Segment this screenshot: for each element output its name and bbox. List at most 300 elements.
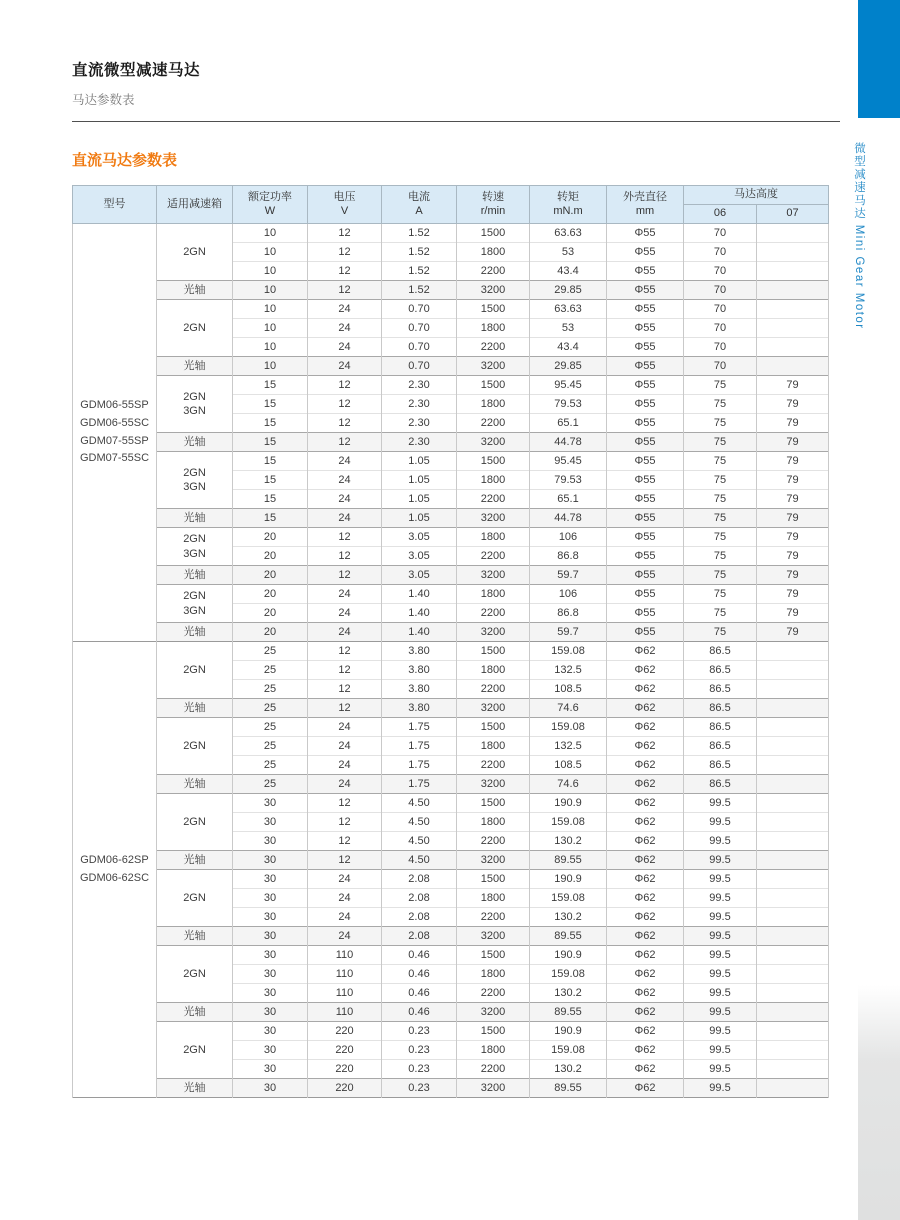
table-cell: 30 [233, 813, 308, 832]
table-cell: 86.5 [684, 642, 757, 661]
table-cell: 25 [233, 661, 308, 680]
table-row [73, 224, 829, 243]
table-cell: 220 [308, 1079, 382, 1098]
table-cell: 10 [233, 281, 308, 300]
table-row [73, 642, 829, 661]
table-cell: 130.2 [530, 1060, 607, 1079]
gearbox-cell: 2GN 3GN [157, 528, 233, 566]
table-cell: 86.5 [684, 775, 757, 794]
table-cell: 53 [530, 243, 607, 262]
table-cell: Φ55 [607, 243, 684, 262]
table-cell: 1800 [457, 528, 530, 547]
gearbox-cell: 光轴 [157, 1079, 233, 1098]
table-cell: Φ62 [607, 680, 684, 699]
table-cell: 24 [308, 357, 382, 376]
table-cell: 24 [308, 718, 382, 737]
table-cell: 70 [684, 338, 757, 357]
table-cell: 10 [233, 319, 308, 338]
table-cell: 75 [684, 547, 757, 566]
table-row [73, 376, 829, 395]
table-cell [757, 1079, 829, 1098]
table-cell: 24 [308, 319, 382, 338]
table-cell [757, 832, 829, 851]
table-cell [757, 300, 829, 319]
header-row-1 [73, 186, 829, 205]
table-cell: 110 [308, 965, 382, 984]
table-cell: 86.5 [684, 661, 757, 680]
table-cell: 190.9 [530, 870, 607, 889]
table-cell: 1.40 [382, 604, 457, 623]
table-cell: Φ55 [607, 623, 684, 642]
table-cell: 99.5 [684, 851, 757, 870]
table-cell: Φ55 [607, 433, 684, 452]
table-cell: 3200 [457, 1003, 530, 1022]
table-cell: 24 [308, 452, 382, 471]
table-cell: 25 [233, 642, 308, 661]
table-cell: 15 [233, 433, 308, 452]
table-cell: Φ55 [607, 471, 684, 490]
table-row [73, 300, 829, 319]
table-cell: Φ62 [607, 927, 684, 946]
table-cell: 79 [757, 528, 829, 547]
table-cell: 132.5 [530, 661, 607, 680]
table-cell: Φ62 [607, 661, 684, 680]
table-cell: 3200 [457, 509, 530, 528]
table-cell: 20 [233, 604, 308, 623]
gearbox-cell: 2GN [157, 300, 233, 357]
table-cell: Φ55 [607, 566, 684, 585]
table-cell [757, 889, 829, 908]
table-cell: Φ62 [607, 642, 684, 661]
table-cell: 70 [684, 224, 757, 243]
col-header-3: 转速 r/min [457, 186, 530, 224]
table-cell: 1500 [457, 1022, 530, 1041]
table-cell: 2200 [457, 680, 530, 699]
table-cell [757, 718, 829, 737]
table-cell [757, 794, 829, 813]
content-column [72, 0, 840, 1098]
table-cell: 75 [684, 604, 757, 623]
table-cell: 2200 [457, 832, 530, 851]
table-cell: Φ62 [607, 737, 684, 756]
table-cell: 1.52 [382, 243, 457, 262]
table-cell: 12 [308, 813, 382, 832]
table-cell: 75 [684, 452, 757, 471]
table-cell: 0.70 [382, 357, 457, 376]
table-cell: 12 [308, 661, 382, 680]
table-cell: 12 [308, 243, 382, 262]
table-cell: 75 [684, 585, 757, 604]
table-cell: 10 [233, 262, 308, 281]
table-cell: 12 [308, 528, 382, 547]
table-cell: 24 [308, 490, 382, 509]
table-row [73, 775, 829, 794]
table-cell: 89.55 [530, 927, 607, 946]
table-cell: 0.70 [382, 300, 457, 319]
table-cell: 1.05 [382, 509, 457, 528]
table-cell: 25 [233, 756, 308, 775]
table-cell: 86.5 [684, 680, 757, 699]
table-cell: 30 [233, 984, 308, 1003]
table-cell: 95.45 [530, 376, 607, 395]
table-cell: 30 [233, 927, 308, 946]
table-cell: 30 [233, 908, 308, 927]
table-cell: 1800 [457, 965, 530, 984]
table-cell: 24 [308, 870, 382, 889]
table-cell: 25 [233, 737, 308, 756]
table-cell: 53 [530, 319, 607, 338]
table-cell: 3.05 [382, 528, 457, 547]
table-cell: 12 [308, 414, 382, 433]
gearbox-cell: 2GN [157, 718, 233, 775]
table-cell: 106 [530, 585, 607, 604]
gearbox-cell: 光轴 [157, 775, 233, 794]
table-cell: Φ55 [607, 281, 684, 300]
table-body [73, 224, 829, 1098]
table-cell: 3200 [457, 566, 530, 585]
table-cell: 190.9 [530, 1022, 607, 1041]
table-cell: Φ55 [607, 604, 684, 623]
table-cell: 1800 [457, 737, 530, 756]
table-cell: 1.40 [382, 585, 457, 604]
table-cell: 24 [308, 737, 382, 756]
table-cell: 4.50 [382, 794, 457, 813]
table-cell: 220 [308, 1060, 382, 1079]
table-cell: 24 [308, 338, 382, 357]
table-cell: 1800 [457, 1041, 530, 1060]
table-cell: 12 [308, 566, 382, 585]
table-cell: 79.53 [530, 395, 607, 414]
table-cell: 30 [233, 965, 308, 984]
table-cell: 86.8 [530, 547, 607, 566]
table-cell: 29.85 [530, 357, 607, 376]
table-cell: 99.5 [684, 813, 757, 832]
table-row [73, 699, 829, 718]
table-cell: 130.2 [530, 832, 607, 851]
table-cell: 25 [233, 718, 308, 737]
table-cell: 86.8 [530, 604, 607, 623]
table-cell: 89.55 [530, 851, 607, 870]
table-cell [757, 680, 829, 699]
table-cell: 1.40 [382, 623, 457, 642]
table-cell: Φ55 [607, 414, 684, 433]
table-cell: Φ62 [607, 889, 684, 908]
table-cell: 4.50 [382, 832, 457, 851]
table-cell: 99.5 [684, 889, 757, 908]
table-cell: 1800 [457, 471, 530, 490]
table-cell: 0.70 [382, 338, 457, 357]
table-cell: 2.30 [382, 376, 457, 395]
table-cell: 10 [233, 224, 308, 243]
table-cell: 79.53 [530, 471, 607, 490]
table-cell: 12 [308, 224, 382, 243]
table-cell: Φ55 [607, 585, 684, 604]
gearbox-cell: 光轴 [157, 281, 233, 300]
table-cell: 86.5 [684, 756, 757, 775]
table-row [73, 585, 829, 604]
table-cell: 30 [233, 832, 308, 851]
table-cell: 99.5 [684, 794, 757, 813]
gearbox-cell: 2GN [157, 642, 233, 699]
col-header-gearbox: 适用减速箱 [157, 186, 233, 224]
table-cell: 44.78 [530, 433, 607, 452]
table-cell: 24 [308, 509, 382, 528]
table-cell: 1500 [457, 452, 530, 471]
table-cell: 4.50 [382, 813, 457, 832]
table-cell: 99.5 [684, 1003, 757, 1022]
table-cell: 12 [308, 376, 382, 395]
table-cell: 12 [308, 395, 382, 414]
table-cell: 24 [308, 908, 382, 927]
table-cell: 63.63 [530, 300, 607, 319]
table-cell: 2.08 [382, 889, 457, 908]
table-cell: 65.1 [530, 490, 607, 509]
table-row [73, 718, 829, 737]
table-row [73, 357, 829, 376]
side-label-cn: 微型减速马达 [853, 142, 865, 220]
table-cell: 25 [233, 699, 308, 718]
table-cell: 99.5 [684, 984, 757, 1003]
table-cell: 63.63 [530, 224, 607, 243]
table-cell: 75 [684, 376, 757, 395]
table-cell: Φ55 [607, 338, 684, 357]
table-cell: 2.08 [382, 927, 457, 946]
table-cell: 3.05 [382, 547, 457, 566]
gearbox-cell: 光轴 [157, 433, 233, 452]
table-cell: 79 [757, 604, 829, 623]
table-cell [757, 965, 829, 984]
table-cell: 2.30 [382, 433, 457, 452]
table-cell: 24 [308, 775, 382, 794]
table-row [73, 1003, 829, 1022]
section-heading: 直流马达参数表 [72, 152, 178, 169]
table-cell: 79 [757, 547, 829, 566]
table-row [73, 794, 829, 813]
gearbox-cell: 光轴 [157, 566, 233, 585]
table-cell: 159.08 [530, 965, 607, 984]
table-cell: 25 [233, 775, 308, 794]
table-cell: 159.08 [530, 718, 607, 737]
header-divider [72, 121, 840, 122]
table-cell: 1800 [457, 243, 530, 262]
table-cell: 99.5 [684, 1022, 757, 1041]
table-cell: 0.46 [382, 1003, 457, 1022]
table-cell: Φ55 [607, 376, 684, 395]
table-cell [757, 1022, 829, 1041]
table-cell: 110 [308, 1003, 382, 1022]
table-cell: 43.4 [530, 338, 607, 357]
table-cell: Φ62 [607, 794, 684, 813]
table-cell: 1.75 [382, 775, 457, 794]
table-cell: 1.75 [382, 737, 457, 756]
table-cell: 1.05 [382, 471, 457, 490]
table-cell: 10 [233, 357, 308, 376]
gearbox-cell: 光轴 [157, 623, 233, 642]
table-cell [757, 946, 829, 965]
table-cell: 1800 [457, 661, 530, 680]
table-cell: Φ55 [607, 319, 684, 338]
table-cell: 3200 [457, 1079, 530, 1098]
table-cell: 30 [233, 1079, 308, 1098]
table-cell: 3.80 [382, 642, 457, 661]
gearbox-cell: 2GN [157, 946, 233, 1003]
table-cell: 12 [308, 433, 382, 452]
table-cell: Φ55 [607, 300, 684, 319]
table-cell: 99.5 [684, 1041, 757, 1060]
table-cell: 1500 [457, 376, 530, 395]
table-cell: 1500 [457, 642, 530, 661]
table-cell [757, 319, 829, 338]
table-cell: 3.05 [382, 566, 457, 585]
side-tab-block [858, 0, 900, 118]
table-cell: 30 [233, 1060, 308, 1079]
table-cell: 110 [308, 946, 382, 965]
table-cell: Φ62 [607, 756, 684, 775]
table-cell: 30 [233, 870, 308, 889]
table-cell: 15 [233, 395, 308, 414]
table-cell [757, 1060, 829, 1079]
table-cell: 0.23 [382, 1022, 457, 1041]
table-row [73, 433, 829, 452]
table-cell: 24 [308, 585, 382, 604]
table-cell: 24 [308, 889, 382, 908]
table-cell: 3200 [457, 927, 530, 946]
table-cell: 2.30 [382, 395, 457, 414]
table-cell: 75 [684, 490, 757, 509]
table-cell: Φ62 [607, 832, 684, 851]
table-cell: Φ55 [607, 395, 684, 414]
table-cell: 2200 [457, 338, 530, 357]
gearbox-cell: 2GN [157, 870, 233, 927]
table-cell: 43.4 [530, 262, 607, 281]
table-cell: Φ55 [607, 262, 684, 281]
table-cell: Φ55 [607, 224, 684, 243]
table-cell: 30 [233, 794, 308, 813]
table-cell: 0.70 [382, 319, 457, 338]
table-cell: 108.5 [530, 680, 607, 699]
table-cell: Φ62 [607, 946, 684, 965]
table-cell: 30 [233, 1003, 308, 1022]
table-cell: 3.80 [382, 680, 457, 699]
table-cell: 159.08 [530, 642, 607, 661]
table-cell: 12 [308, 699, 382, 718]
table-cell: 12 [308, 832, 382, 851]
table-cell: Φ55 [607, 357, 684, 376]
table-cell: 2200 [457, 1060, 530, 1079]
gearbox-cell: 2GN [157, 1022, 233, 1079]
gearbox-cell: 光轴 [157, 851, 233, 870]
table-cell: 89.55 [530, 1079, 607, 1098]
table-cell: 2.08 [382, 870, 457, 889]
table-cell: 79 [757, 490, 829, 509]
table-cell: Φ62 [607, 775, 684, 794]
table-cell: 29.85 [530, 281, 607, 300]
table-cell: 3200 [457, 357, 530, 376]
table-cell: 15 [233, 414, 308, 433]
table-cell [757, 927, 829, 946]
table-cell: Φ62 [607, 984, 684, 1003]
table-row [73, 509, 829, 528]
col-header-motor-height: 马达高度 [684, 186, 829, 205]
page-title: 直流微型减速马达 [72, 62, 201, 79]
table-cell: 74.6 [530, 699, 607, 718]
table-cell: 1.05 [382, 452, 457, 471]
table-cell: Φ62 [607, 1003, 684, 1022]
table-cell: 59.7 [530, 566, 607, 585]
table-row [73, 1022, 829, 1041]
table-cell: 79 [757, 433, 829, 452]
motor-parameter-table [72, 185, 829, 1098]
table-cell: 2200 [457, 547, 530, 566]
table-cell: 15 [233, 452, 308, 471]
table-cell: 220 [308, 1041, 382, 1060]
table-cell: 12 [308, 547, 382, 566]
table-row [73, 927, 829, 946]
table-cell: 2200 [457, 262, 530, 281]
col-subheader-height-06: 06 [684, 205, 757, 224]
table-cell: 65.1 [530, 414, 607, 433]
table-cell: 20 [233, 566, 308, 585]
table-cell: 2.30 [382, 414, 457, 433]
table-cell: 86.5 [684, 737, 757, 756]
table-cell: 3200 [457, 699, 530, 718]
table-cell: 12 [308, 642, 382, 661]
table-cell: 1.52 [382, 281, 457, 300]
table-cell: Φ62 [607, 851, 684, 870]
table-cell: 75 [684, 509, 757, 528]
table-cell: 99.5 [684, 946, 757, 965]
gearbox-cell: 光轴 [157, 699, 233, 718]
table-row [73, 623, 829, 642]
table-cell: 1800 [457, 813, 530, 832]
table-cell: 24 [308, 471, 382, 490]
table-cell [757, 1003, 829, 1022]
gearbox-cell: 2GN [157, 794, 233, 851]
table-cell: 1500 [457, 794, 530, 813]
table-cell: Φ62 [607, 1079, 684, 1098]
table-cell: 79 [757, 623, 829, 642]
table-row [73, 870, 829, 889]
table-cell [757, 699, 829, 718]
table-cell: 99.5 [684, 870, 757, 889]
table-cell [757, 775, 829, 794]
table-cell [757, 642, 829, 661]
table-row [73, 528, 829, 547]
table-cell: 30 [233, 1022, 308, 1041]
table-cell: 30 [233, 851, 308, 870]
table-cell: 44.78 [530, 509, 607, 528]
table-cell: 99.5 [684, 965, 757, 984]
col-header-4: 转矩 mN.m [530, 186, 607, 224]
table-cell: 3200 [457, 775, 530, 794]
table-cell: Φ62 [607, 718, 684, 737]
table-cell: Φ62 [607, 908, 684, 927]
table-cell: 89.55 [530, 1003, 607, 1022]
table-cell: 2.08 [382, 908, 457, 927]
table-cell: Φ62 [607, 1060, 684, 1079]
table-cell: 12 [308, 851, 382, 870]
table-cell: 75 [684, 414, 757, 433]
table-cell [757, 1041, 829, 1060]
table-cell: 99.5 [684, 927, 757, 946]
table-row [73, 946, 829, 965]
table-cell: 1.52 [382, 262, 457, 281]
table-cell: 0.46 [382, 946, 457, 965]
table-cell: Φ55 [607, 528, 684, 547]
table-cell: 15 [233, 376, 308, 395]
table-cell: 99.5 [684, 908, 757, 927]
model-cell: GDM06-55SP GDM06-55SC GDM07-55SP GDM07-55SC [73, 224, 157, 642]
